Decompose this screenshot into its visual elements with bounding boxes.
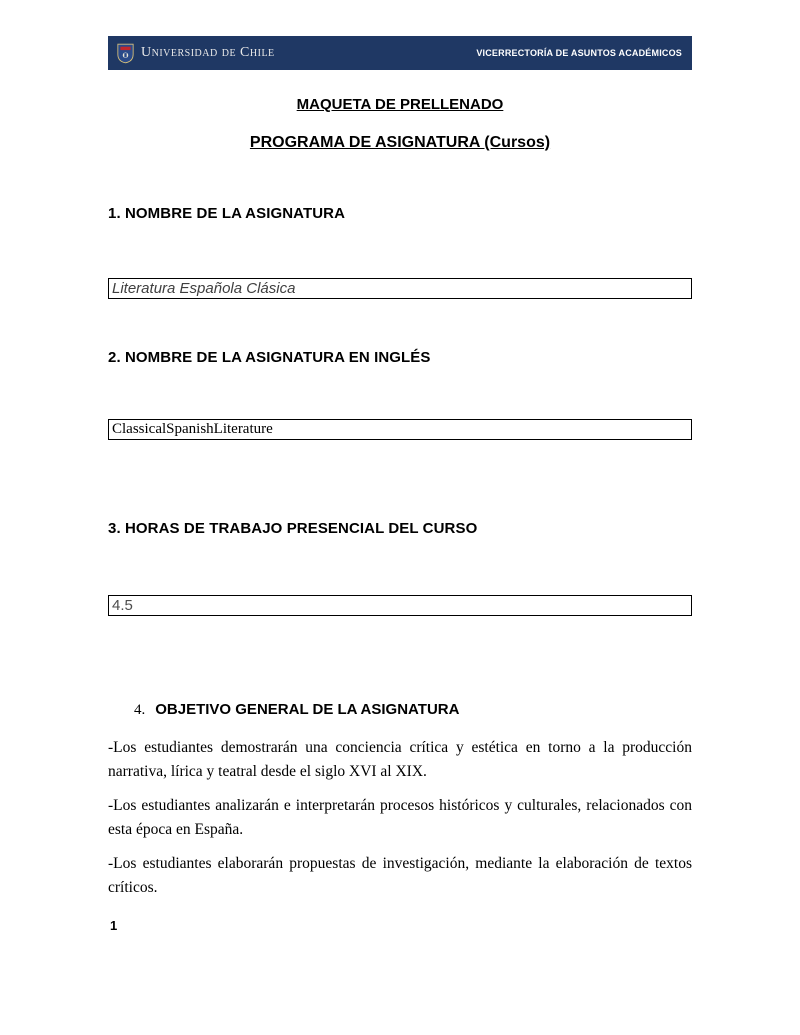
document-title: MAQUETA DE PRELLENADO: [296, 96, 504, 113]
field-label-nombre-asignatura: 1. NOMBRE DE LA ASIGNATURA: [108, 205, 346, 222]
page-number: 1: [110, 918, 118, 933]
document-subtitle: PROGRAMA DE ASIGNATURA (Cursos): [249, 134, 551, 151]
objective-paragraph: -Los estudiantes analizarán e interpretarán procesos históricos y culturales, relacionados con esta época en España.: [108, 797, 692, 838]
objective-paragraph: -Los estudiantes demostrarán una conciencia crítica y estética en torno a la producción narrativa, lírica y teatral desde el siglo XVI al XIX.: [108, 739, 692, 780]
department-name: VICERRECTORÍA DE ASUNTOS ACADÉMICOS: [476, 48, 682, 58]
field-label-horas-presencial: 3. HORAS DE TRABAJO PRESENCIAL DEL CURSO: [108, 520, 478, 537]
objective-heading: [108, 701, 692, 719]
objective-label: OBJETIVO GENERAL DE LA ASIGNATURA: [155, 701, 460, 718]
field-input-nombre-asignatura[interactable]: [108, 278, 692, 299]
field-value-horas-presencial: 4.5: [112, 597, 133, 614]
objective-paragraph: -Los estudiantes elaborarán propuestas de investigación, mediante la elaboración de textos críticos.: [108, 855, 692, 896]
field-input-horas-presencial[interactable]: [108, 595, 692, 616]
field-value-nombre-asignatura: Literatura Española Clásica: [112, 280, 296, 297]
university-name: Universidad de Chile: [141, 45, 275, 60]
header-bar: [108, 36, 692, 70]
objective-number: 4.: [134, 702, 146, 718]
university-logo-icon: [117, 43, 134, 64]
field-label-nombre-ingles: 2. NOMBRE DE LA ASIGNATURA EN INGLÉS: [108, 349, 431, 366]
field-value-nombre-ingles: ClassicalSpanishLiterature: [112, 421, 273, 437]
field-input-nombre-ingles[interactable]: [108, 419, 692, 440]
